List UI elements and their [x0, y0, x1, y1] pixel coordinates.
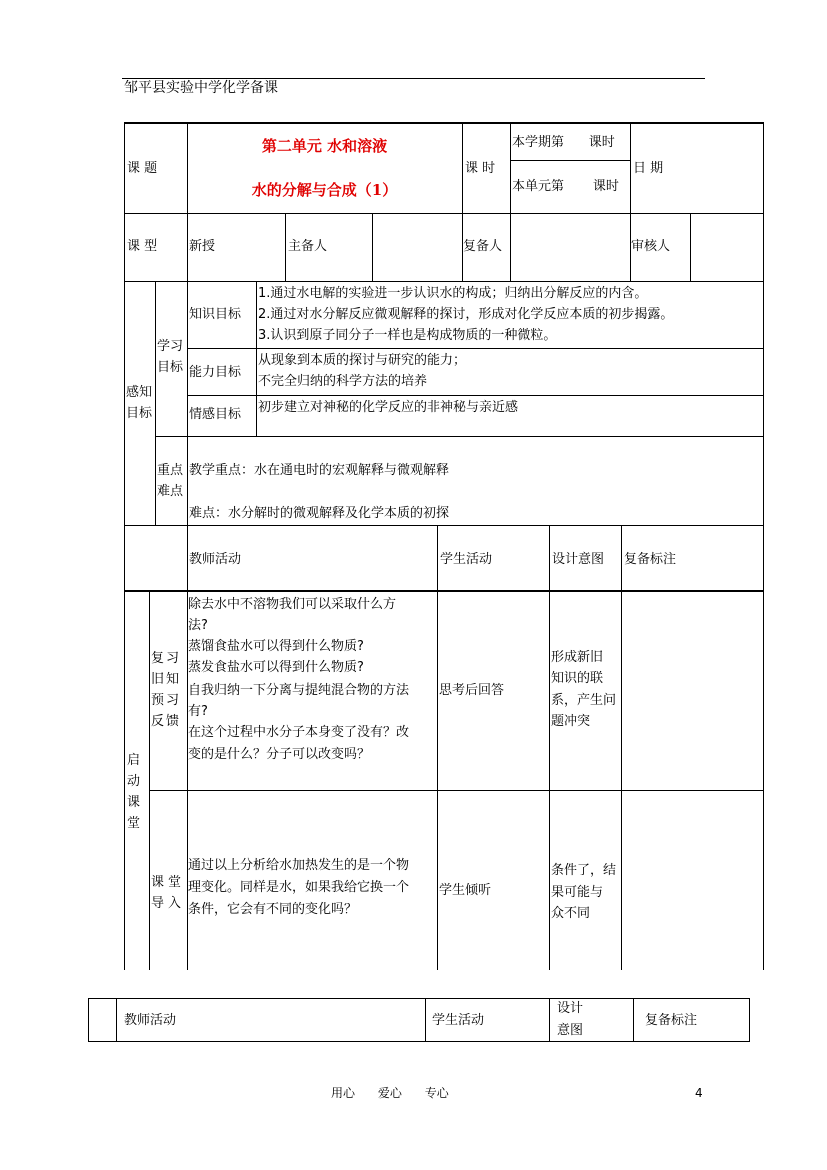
- intro-teacher-line: 条件，它会有不同的变化吗？: [188, 902, 358, 917]
- review-student: 思考后回答: [439, 683, 505, 698]
- emotion-item: 初步建立对神秘的化学反应的非神秘与亲近感: [258, 400, 519, 415]
- bottom-teacher-activity: 教师活动: [124, 1013, 177, 1028]
- bottom-design-line1: 设计: [557, 1001, 584, 1016]
- review-notes-header: 复备标注: [624, 552, 677, 567]
- review-teacher-line: 有?: [188, 704, 208, 719]
- review-teacher-line: 自我归纳一下分离与提纯混合物的方法: [188, 683, 410, 698]
- reviewer-label: 审核人: [631, 239, 671, 254]
- difficult-point: 难点：水分解时的微观解释及化学本质的初探: [189, 506, 450, 521]
- ability-item: 不完全归纳的科学方法的培养: [258, 374, 428, 389]
- perception-objective-label: 感知目标: [126, 385, 153, 421]
- intro-design-line: 果可能与: [551, 885, 604, 900]
- class-intro-label: 课堂导入: [151, 875, 186, 911]
- lesson-type: 新授: [189, 239, 216, 254]
- bottom-student-activity: 学生活动: [432, 1013, 485, 1028]
- type-label: 课 型: [127, 239, 158, 254]
- intro-student: 学生倾听: [439, 883, 492, 898]
- review-teacher-line: 在这个过程中水分子本身变了没有？改: [188, 725, 410, 740]
- intro-design-line: 众不同: [551, 906, 591, 921]
- knowledge-item: 2.通过对水分解反应微观解释的探讨，形成对化学反应本质的初步揭露。: [258, 307, 674, 322]
- unit-title: 第二单元 水和溶液: [261, 137, 388, 155]
- review-teacher-line: 蒸馏食盐水可以得到什么物质?: [188, 639, 364, 654]
- knowledge-objective-label: 知识目标: [189, 307, 242, 322]
- startup-class-label: 启动课堂: [127, 753, 141, 831]
- review-teacher-line: 蒸发食盐水可以得到什么物质?: [188, 660, 364, 675]
- review-preview-label: 复习旧知预习反馈: [151, 651, 182, 729]
- footer-slogan: 用心 爱心 专心: [331, 1086, 449, 1100]
- school-header: 邹平县实验中学化学备课: [124, 80, 278, 96]
- emotion-objective-label: 情感目标: [189, 407, 242, 422]
- period-semester: 本学期第 课时: [512, 135, 615, 150]
- bottom-review-notes: 复备标注: [645, 1013, 698, 1028]
- review-design-line: 题冲突: [551, 714, 591, 729]
- knowledge-item: 1.通过水电解的实验进一步认识水的构成；归纳出分解反应的内含。: [258, 286, 648, 301]
- review-design-line: 知识的联: [551, 671, 604, 686]
- intro-teacher-line: 理变化。同样是水，如果我给它换一个: [188, 880, 410, 895]
- table-right-border: [763, 122, 764, 970]
- bottom-design-line2: 意图: [557, 1023, 584, 1038]
- key-difficult-label: 重点难点: [157, 463, 184, 499]
- teacher-activity-header: 教师活动: [189, 552, 242, 567]
- page-number: 4: [695, 1086, 703, 1100]
- date-label: 日 期: [633, 161, 664, 176]
- student-activity-header: 学生活动: [440, 552, 493, 567]
- review-teacher-line: 除去水中不溶物我们可以采取什么方: [188, 597, 397, 612]
- learning-objective-label: 学习目标: [157, 339, 184, 375]
- period-label: 课 时: [465, 161, 496, 176]
- intro-design-line: 条件了，结: [551, 863, 617, 878]
- review-teacher-line: 法?: [188, 618, 208, 633]
- design-intent-header: 设计意图: [552, 552, 605, 567]
- re-prep-label: 复备人: [463, 239, 503, 254]
- table-left-border: [124, 122, 125, 970]
- teaching-key-point: 教学重点：水在通电时的宏观解释与微观解释: [189, 463, 450, 478]
- intro-teacher-line: 通过以上分析给水加热发生的是一个物: [188, 858, 410, 873]
- period-unit: 本单元第 课时: [512, 179, 619, 194]
- ability-item: 从现象到本质的探讨与研究的能力；: [258, 353, 467, 368]
- review-teacher-line: 变的是什么？分子可以改变吗？: [188, 747, 371, 762]
- topic-label: 课 题: [127, 161, 158, 176]
- knowledge-item: 3.认识到原子同分子一样也是构成物质的一种微粒。: [258, 328, 557, 343]
- ability-objective-label: 能力目标: [189, 365, 242, 380]
- review-design-line: 系，产生问: [551, 693, 617, 708]
- review-design-line: 形成新旧: [551, 650, 604, 665]
- main-prep-label: 主备人: [288, 239, 328, 254]
- table-top-border: [124, 122, 764, 124]
- lesson-title: 水的分解与合成（1）: [251, 181, 398, 199]
